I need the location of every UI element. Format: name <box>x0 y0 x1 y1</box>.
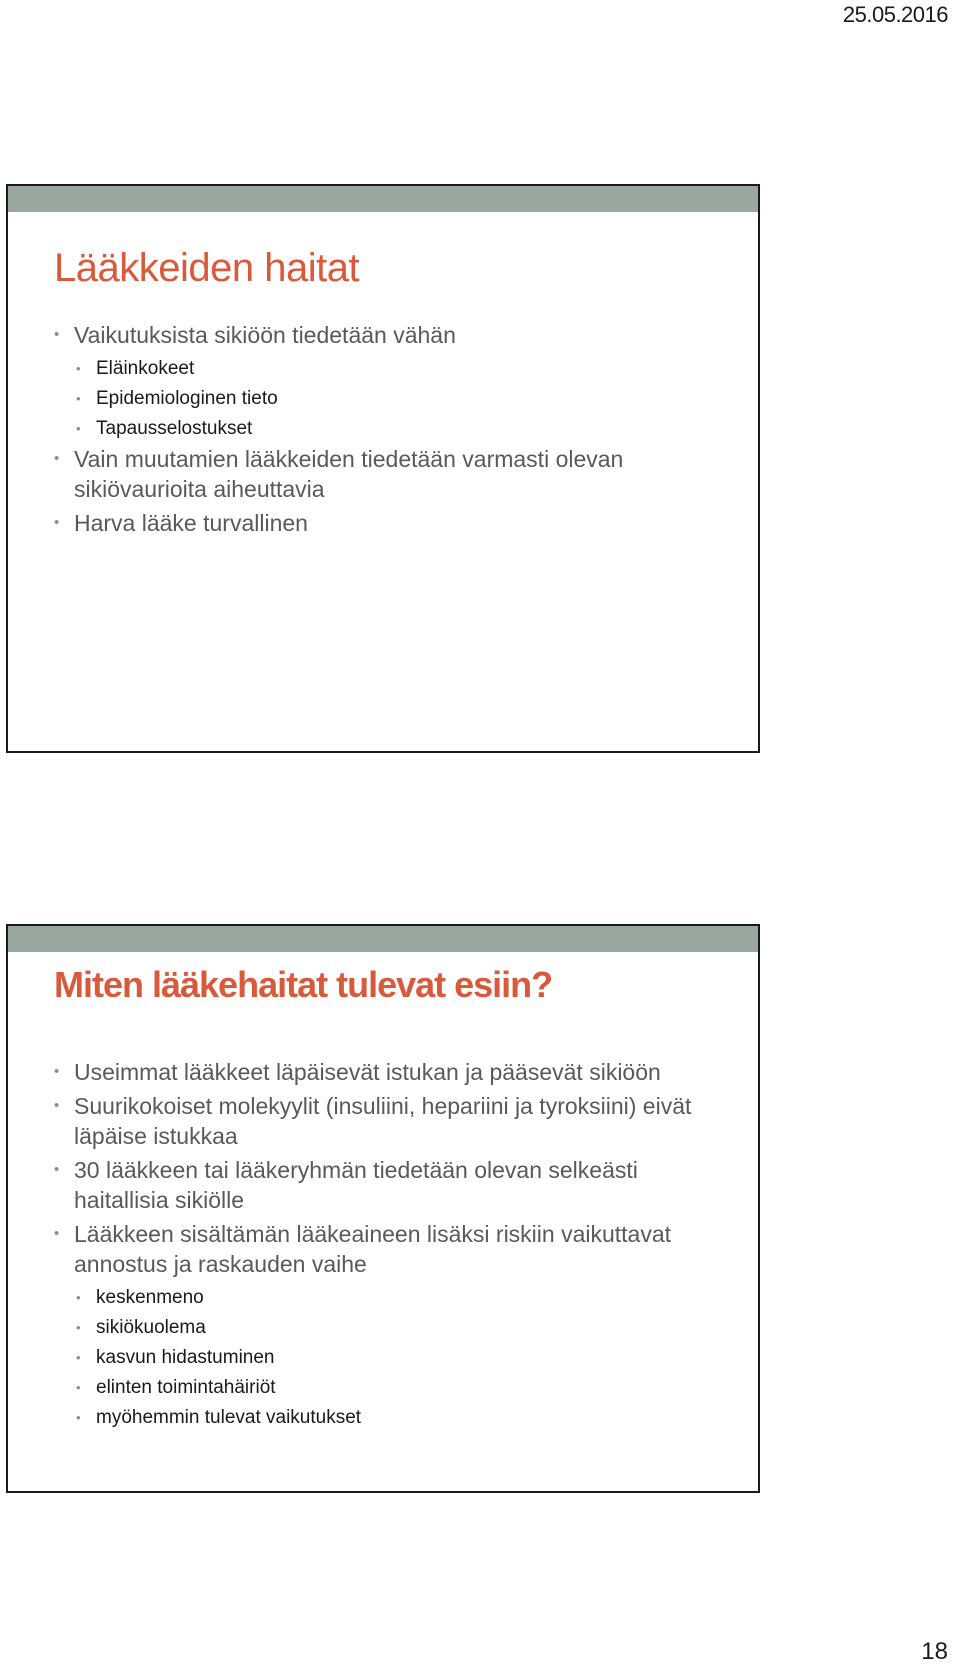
bullet-item: • Suurikokoiset molekyylit (insuliini, hepariini ja tyroksiini) eivät läpäise istukkaa <box>54 1091 734 1151</box>
bullet-item: • Vain muutamien lääkkeiden tiedetään varmasti olevan sikiövaurioita aiheuttavia <box>54 444 734 504</box>
slide-title: Lääkkeiden haitat <box>54 246 360 290</box>
sub-bullet-item: • keskenmeno <box>54 1283 734 1313</box>
sub-bullet-item: • Tapausselostukset <box>54 414 734 444</box>
slide-header-bar <box>8 926 758 952</box>
sub-bullet-item: • Eläinkokeet <box>54 354 734 384</box>
sub-bullet-item: • myöhemmin tulevat vaikutukset <box>54 1403 734 1433</box>
bullet-item: • 30 lääkkeen tai lääkeryhmän tiedetään olevan selkeästi haitallisia sikiölle <box>54 1155 734 1215</box>
bullet-item: • Useimmat lääkkeet läpäisevät istukan ja pääsevät sikiöön <box>54 1057 734 1087</box>
bullet-item: • Lääkkeen sisältämän lääkeaineen lisäksi riskiin vaikuttavat annostus ja raskauden vaihe <box>54 1219 734 1279</box>
bullet-list <box>54 1057 734 1433</box>
sub-bullet-item: • sikiökuolema <box>54 1313 734 1343</box>
bullet-item: • Vaikutuksista sikiöön tiedetään vähän <box>54 320 734 350</box>
slide-medication-harms <box>6 184 760 753</box>
page-number: 18 <box>921 1638 948 1665</box>
sub-bullet-item: • Epidemiologinen tieto <box>54 384 734 414</box>
sub-bullet-item: • elinten toimintahäiriöt <box>54 1373 734 1403</box>
slide-how-harms-appear <box>6 924 760 1493</box>
slide-header-bar <box>8 186 758 212</box>
bullet-item: • Harva lääke turvallinen <box>54 508 734 538</box>
page-date: 25.05.2016 <box>842 2 948 27</box>
sub-bullet-item: • kasvun hidastuminen <box>54 1343 734 1373</box>
slide-title: Miten lääkehaitat tulevat esiin? <box>54 964 553 1005</box>
bullet-list <box>54 320 734 542</box>
